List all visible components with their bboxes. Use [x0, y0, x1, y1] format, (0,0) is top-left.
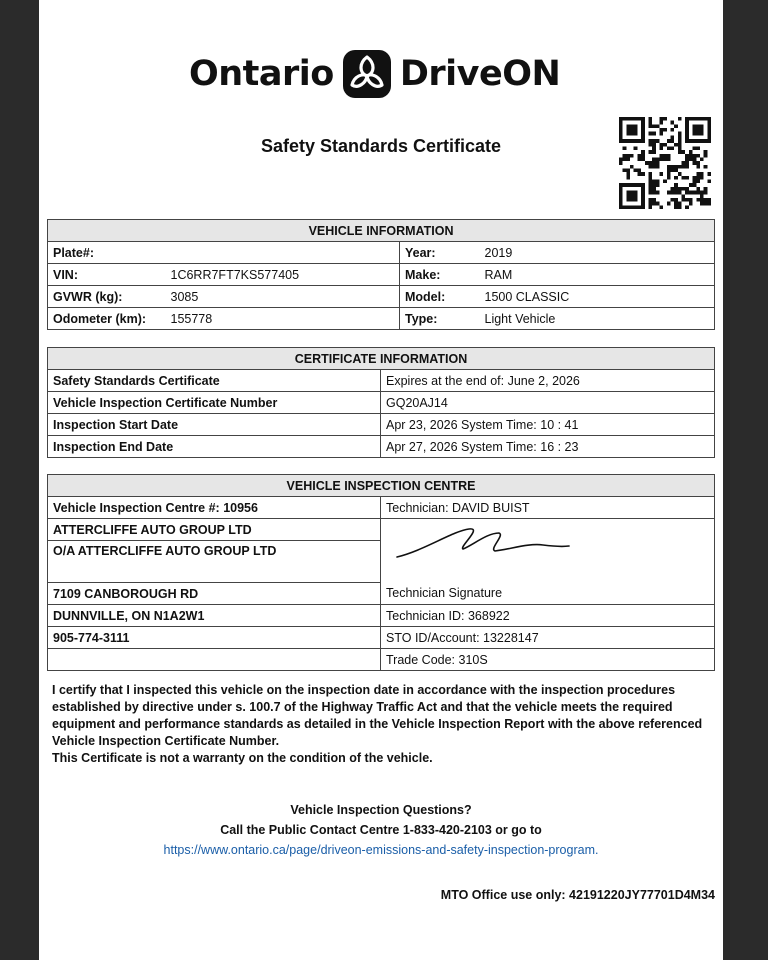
make-label: Make:: [400, 264, 480, 286]
contact-call-text: Call the Public Contact Centre 1-833-420-2103 or go to: [220, 823, 542, 837]
table-row: [48, 605, 715, 627]
table-row: [48, 370, 715, 392]
start-date-value: Apr 23, 2026 System Time: 10 : 41: [381, 414, 715, 436]
ontario-driveon-logo: [189, 46, 560, 102]
end-date-label: Inspection End Date: [48, 436, 381, 458]
centre-phone: 905-774-3111: [48, 627, 381, 649]
document-title: Safety Standards Certificate: [260, 136, 502, 156]
table-row: [48, 242, 715, 264]
signature-label: Technician Signature: [381, 583, 715, 605]
gvwr-label: GVWR (kg):: [48, 286, 166, 308]
type-label: Type:: [400, 308, 480, 330]
certificate-information-table: [47, 347, 715, 458]
centre-city: DUNNVILLE, ON N1A2W1: [48, 605, 381, 627]
qr-code-icon: [619, 117, 711, 209]
model-label: Model:: [400, 286, 480, 308]
technician-name: Technician: DAVID BUIST: [381, 497, 715, 519]
table-row: [48, 436, 715, 458]
table-row: [48, 264, 715, 286]
start-date-label: Inspection Start Date: [48, 414, 381, 436]
trade-code: Trade Code: 310S: [381, 649, 715, 671]
vin-value: 1C6RR7FT7KS577405: [166, 264, 400, 286]
vic-number-value: GQ20AJ14: [381, 392, 715, 414]
empty-cell: [48, 649, 381, 671]
certification-statement: [52, 682, 712, 767]
make-value: RAM: [480, 264, 715, 286]
driveon-program-link[interactable]: https://www.ontario.ca/page/driveon-emissions-and-safety-inspection-program.: [163, 843, 599, 857]
model-value: 1500 CLASSIC: [480, 286, 715, 308]
operating-as: O/A ATTERCLIFFE AUTO GROUP LTD: [48, 541, 381, 583]
ssc-label: Safety Standards Certificate: [48, 370, 381, 392]
plate-label: Plate#:: [48, 242, 166, 264]
table-row: [48, 286, 715, 308]
technician-id: Technician ID: 368922: [381, 605, 715, 627]
end-date-value: Apr 27, 2026 System Time: 16 : 23: [381, 436, 715, 458]
contact-section: [39, 800, 723, 860]
warranty-note: This Certificate is not a warranty on the condition of the vehicle.: [52, 751, 433, 765]
odometer-value: 155778: [166, 308, 400, 330]
vin-label: VIN:: [48, 264, 166, 286]
certify-paragraph: I certify that I inspected this vehicle on the inspection date in accordance with the inspection procedures established by directive under s. 100.7 of the Highway Traffic Act and that the vehicle meets the required equipment and performance standards as detailed in the Vehicle Inspection Report with the above referenced Vehicle Inspection Certificate Number.: [52, 683, 703, 748]
table-row: [48, 519, 715, 541]
mto-office-code: MTO Office use only: 42191220JY77701D4M34: [440, 888, 715, 902]
contact-question: Vehicle Inspection Questions?: [290, 803, 472, 817]
table-row: [48, 583, 715, 605]
inspection-centre-table: [47, 474, 715, 671]
certificate-information-heading: CERTIFICATE INFORMATION: [48, 348, 715, 370]
table-row: [48, 308, 715, 330]
table-row: [48, 627, 715, 649]
inspection-centre-heading: VEHICLE INSPECTION CENTRE: [48, 475, 715, 497]
vic-number-label: Vehicle Inspection Certificate Number: [48, 392, 381, 414]
table-row: [48, 497, 715, 519]
vehicle-information-table: [47, 219, 715, 330]
technician-signature: [393, 521, 583, 565]
year-label: Year:: [400, 242, 480, 264]
brand-ontario: Ontario: [189, 54, 334, 94]
plate-value: [166, 242, 400, 264]
signature-area: [381, 519, 715, 583]
type-value: Light Vehicle: [480, 308, 715, 330]
ontario-trillium-icon: [342, 49, 392, 99]
year-value: 2019: [480, 242, 715, 264]
table-row: [48, 649, 715, 671]
sto-account: STO ID/Account: 13228147: [381, 627, 715, 649]
gvwr-value: 3085: [166, 286, 400, 308]
centre-address: 7109 CANBOROUGH RD: [48, 583, 381, 605]
table-row: [48, 414, 715, 436]
centre-number: Vehicle Inspection Centre #: 10956: [48, 497, 381, 519]
vehicle-information-heading: VEHICLE INFORMATION: [48, 220, 715, 242]
table-row: [48, 392, 715, 414]
odometer-label: Odometer (km):: [48, 308, 166, 330]
certificate-page: [39, 0, 723, 960]
centre-name: ATTERCLIFFE AUTO GROUP LTD: [48, 519, 381, 541]
brand-driveon: DriveON: [399, 54, 561, 94]
ssc-expiry: Expires at the end of: June 2, 2026: [381, 370, 715, 392]
